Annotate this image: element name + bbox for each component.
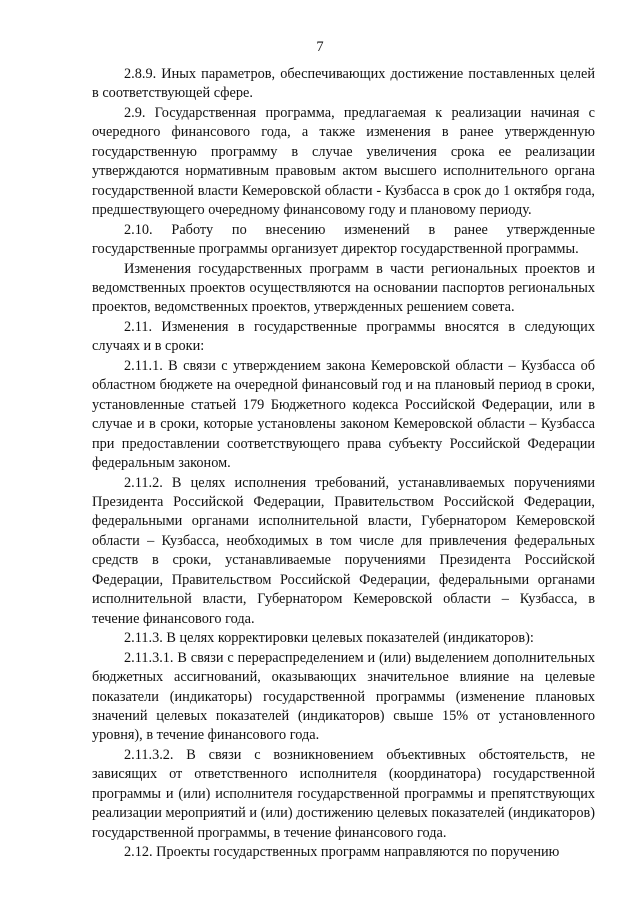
- paragraph-2-11-3-2: 2.11.3.2. В связи с возникновением объективных обстоятельств, не зависящих от ответственного исполнителя (координатора) государственной программы и (или) исполнителя государственной программы и препятствующих реализации мероприятий и (или) достижению целевых показателей (индикаторов) государственной программы, в течение финансового года.: [92, 746, 595, 841]
- paragraph-2-11-1: 2.11.1. В связи с утверждением закона Кемеровской области – Кузбасса об областном бюджете на очередной финансовый год и на плановый период в сроки, установленные статьей 179 Бюджетного кодекса Российской Федерации, или в случае и в сроки, которые установлены законом Кемеровской области – Кузбасса при предоставлении соответствующего права субъекту Российской Федерации федеральным законом.: [92, 357, 595, 472]
- paragraph-2-12: 2.12. Проекты государственных программ направляются по поручению: [124, 844, 560, 861]
- paragraph-2-10: 2.10. Работу по внесению изменений в ранее утвержденные государственные программы организует директор государственной программы.: [92, 221, 595, 258]
- paragraph-2-9: 2.9. Государственная программа, предлагаемая к реализации начиная с очередного финансового года, а также изменения в ранее утвержденную государственную программу в случае увеличения срока ее реализации утверждаются нормативным правовым актом высшего исполнительного органа государственной власти Кемеровской области - Кузбасса в срок до 1 октября года, предшествующего очередному финансовому году и плановому периоду.: [92, 104, 595, 219]
- paragraph-2-11-3-1: 2.11.3.1. В связи с перераспределением и (или) выделением дополнительных бюджетных ассигнований, оказывающих значительное влияние на целевые показатели (индикаторы) государственной программы (изменение плановых значений целевых показателей (индикаторов) свыше 15% от установленного уровня), в течение финансового года.: [92, 649, 595, 744]
- paragraph-2-11: 2.11. Изменения в государственные программы вносятся в следующих случаях и в сроки:: [92, 318, 595, 355]
- paragraph-regional-projects: Изменения государственных программ в части региональных проектов и ведомственных проектов осуществляются на основании паспортов региональных проектов, ведомственных проектов, утвержденных решением совета.: [92, 260, 595, 316]
- paragraph-2-8-9: 2.8.9. Иных параметров, обеспечивающих достижение поставленных целей в соответствующей сфере.: [92, 66, 595, 102]
- body-text: [92, 65, 595, 863]
- paragraph-2-11-3: 2.11.3. В целях корректировки целевых показателей (индикаторов):: [124, 630, 534, 647]
- paragraph-2-11-2: 2.11.2. В целях исполнения требований, устанавливаемых поручениями Президента Российской Федерации, Правительством Российской Федерации, федеральными органами исполнительной власти, Губернатором Кемеровской области – Кузбасса, необходимых в том числе для привлечения федеральных средств в сроки, устанавливаемые поручениями Президента Российской Федерации, Правительством Российской Федерации, федеральными органами исполнительной власти, Губернатором Кемеровской области – Кузбасса, в течение финансового года.: [92, 474, 595, 627]
- page-number: 7: [316, 39, 324, 55]
